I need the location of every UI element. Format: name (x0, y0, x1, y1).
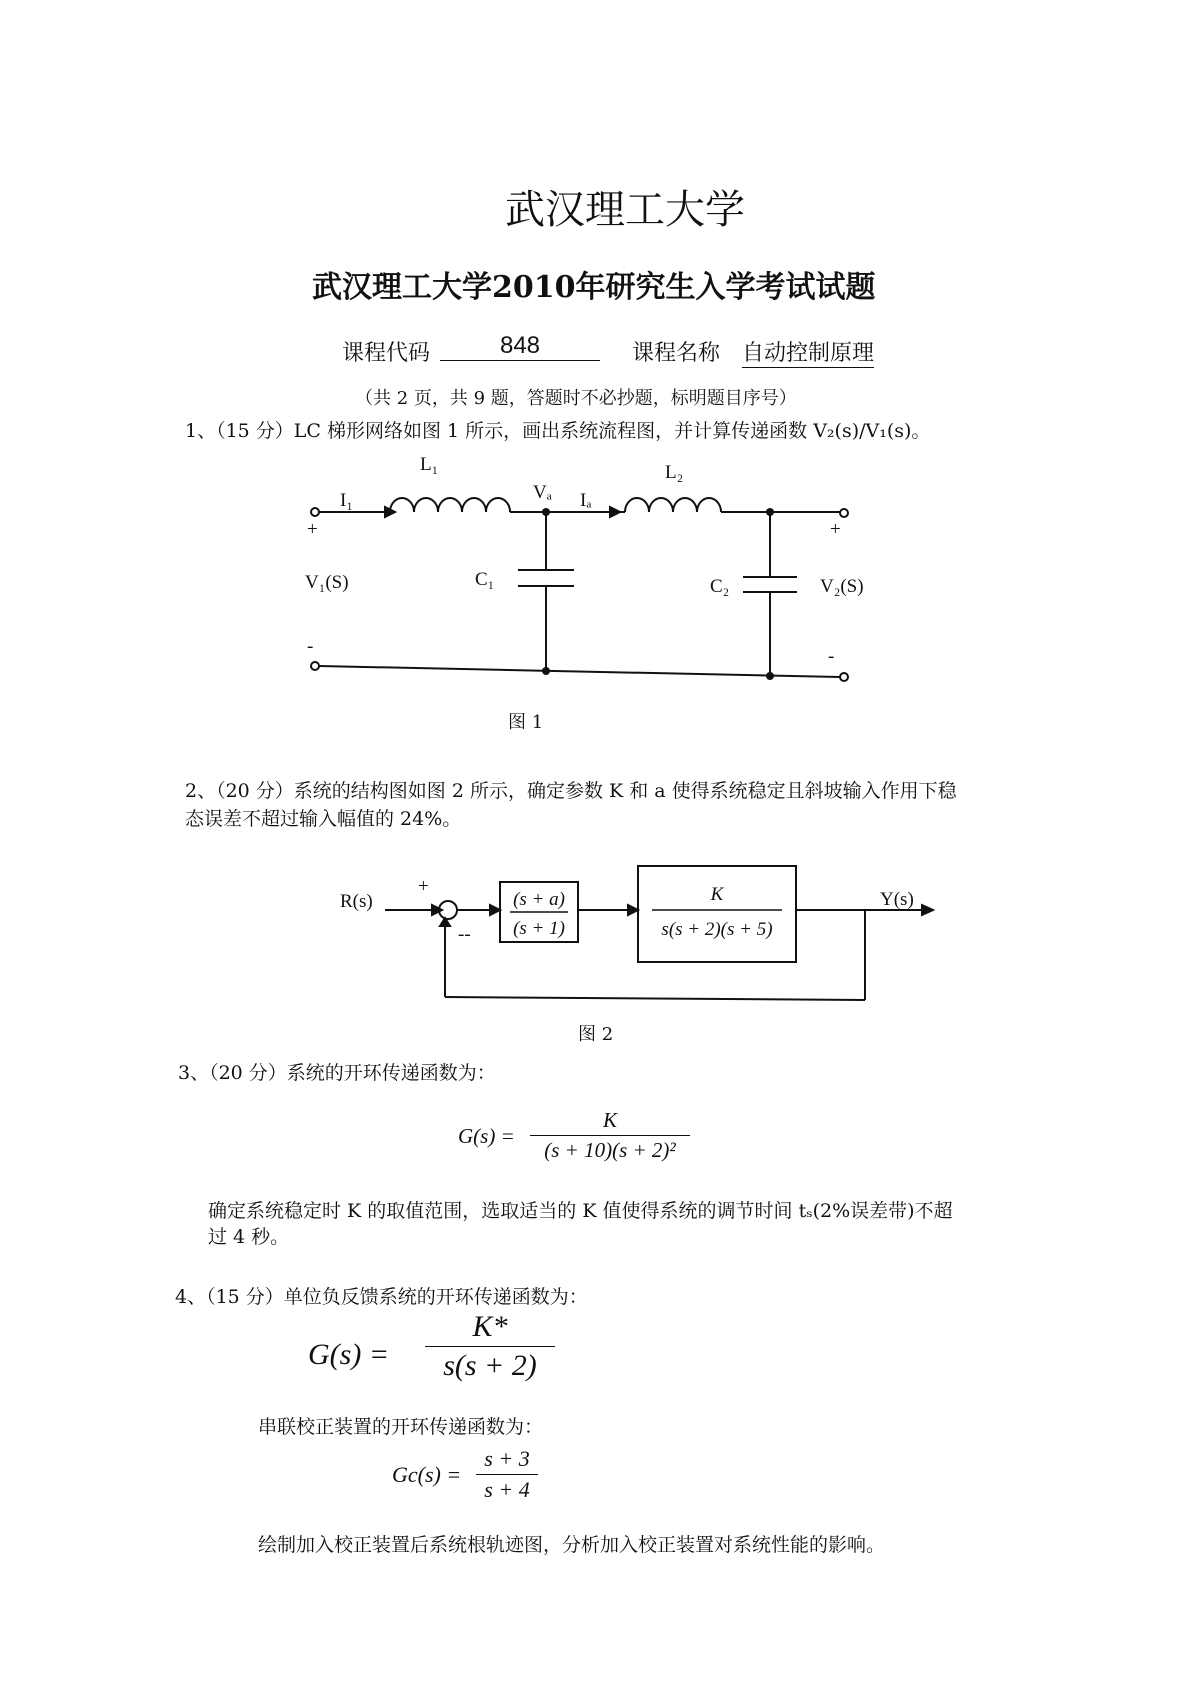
fraction-bar (425, 1346, 555, 1347)
figure-2-block-diagram (340, 860, 940, 1010)
block1-num: (s + a) (513, 889, 565, 910)
label-v1: V₁(S) (305, 572, 349, 593)
fraction-bar (530, 1135, 690, 1136)
block1-den: (s + 1) (513, 918, 565, 939)
label-y: Y(s) (880, 889, 914, 910)
question-4-text2: 串联校正装置的开环传递函数为： (258, 1416, 544, 1438)
label-r: R(s) (340, 891, 373, 912)
label-l1: L₁ (420, 454, 439, 475)
question-2-line2: 态误差不超过输入幅值的 24%。 (185, 808, 462, 830)
exam-note: （共 2 页，共 9 题，答题时不必抄题，标明题目序号） (355, 388, 797, 409)
block2-den: s(s + 2)(s + 5) (661, 919, 773, 940)
label-va: Vₐ (533, 482, 552, 503)
question-3: 3、（20 分）系统的开环传递函数为： (178, 1062, 496, 1084)
course-name: 自动控制原理 (742, 336, 874, 368)
question-3-line2: 过 4 秒。 (208, 1226, 290, 1248)
gc-numerator: s + 3 (484, 1446, 530, 1471)
figure-1-caption: 图 1 (508, 712, 544, 733)
university-title: 武汉理工大学 (505, 187, 745, 233)
q3-denominator: (s + 10)(s + 2)² (544, 1138, 676, 1162)
label-i1: I₁ (340, 490, 353, 511)
label-l2: L₂ (665, 462, 684, 483)
question-3-line1: 确定系统稳定时 K 的取值范围，选取适当的 K 值使得系统的调节时间 tₛ(2%误差带)不超 (208, 1200, 953, 1222)
label-ia: Iₐ (580, 490, 592, 511)
block2-num: K (710, 884, 724, 905)
minus-out: - (828, 646, 835, 667)
q4-denominator: s(s + 2) (443, 1349, 537, 1382)
q4-fraction (425, 1310, 555, 1383)
label-v2: V₂(S) (820, 576, 864, 597)
minus-in: - (307, 636, 314, 657)
question-4-text3: 绘制加入校正装置后系统根轨迹图，分析加入校正装置对系统性能的影响。 (258, 1534, 886, 1556)
plus-out: + (830, 519, 841, 540)
q3-lhs: G(s) = (458, 1124, 515, 1148)
fraction-bar (476, 1474, 538, 1475)
gc-fraction (476, 1446, 538, 1503)
question-1: 1、（15 分）LC 梯形网络如图 1 所示，画出系统流程图，并计算传递函数 V₂(s)/V₁(s)。 (185, 420, 931, 442)
label-c2: C₂ (710, 576, 730, 597)
course-code: 848 (440, 332, 600, 361)
figure-1-lc-ladder (290, 440, 870, 700)
gc-denominator: s + 4 (484, 1477, 530, 1502)
sum-plus: + (418, 876, 429, 897)
question-4: 4、（15 分）单位负反馈系统的开环传递函数为： (175, 1286, 588, 1308)
q3-fraction (530, 1108, 690, 1163)
q4-numerator: K* (472, 1310, 508, 1343)
plus-in: + (307, 519, 318, 540)
exam-title: 武汉理工大学2010年研究生入学考试试题 (312, 270, 876, 305)
course-code-label: 课程代码 (342, 341, 431, 366)
q4-lhs: G(s) = (308, 1338, 390, 1371)
gc-lhs: Gc(s) = (392, 1462, 462, 1487)
question-2-line1: 2、（20 分）系统的结构图如图 2 所示，确定参数 K 和 a 使得系统稳定且斜坡输入作用下稳 (185, 780, 957, 802)
q3-numerator: K (602, 1108, 617, 1132)
label-c1: C₁ (475, 569, 495, 590)
course-name-label: 课程名称 (632, 341, 721, 366)
sum-minus: -- (458, 924, 471, 945)
figure-2-caption: 图 2 (578, 1024, 614, 1045)
